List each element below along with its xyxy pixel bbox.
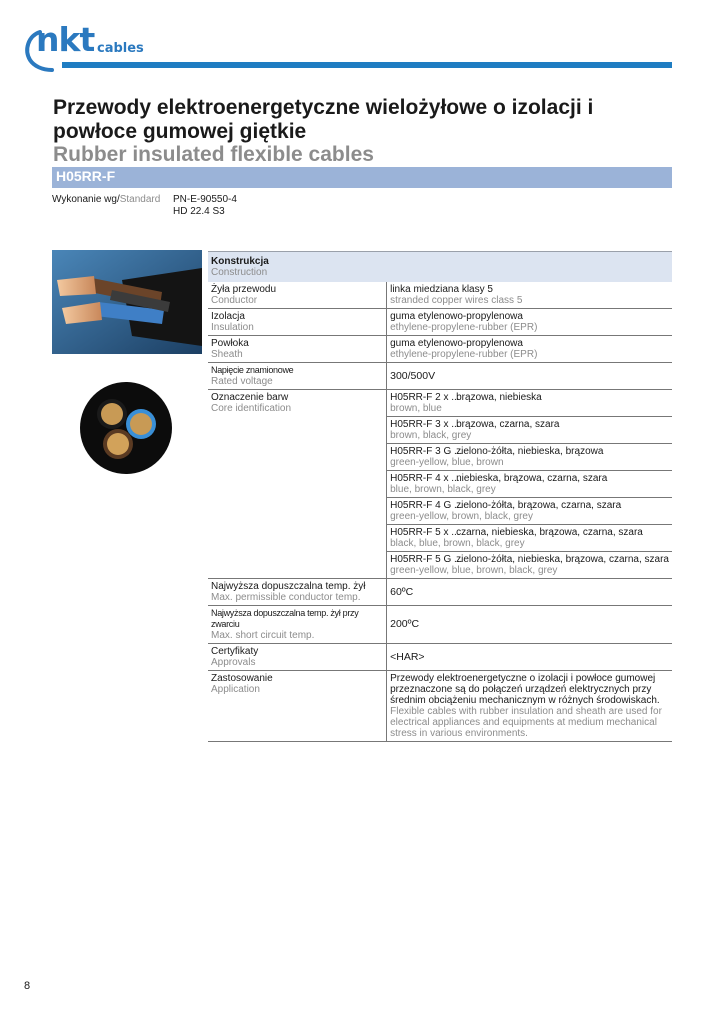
row-label: Zastosowanie <box>211 673 273 684</box>
product-code: H05RR-F <box>56 168 116 184</box>
row-label: Najwyższa dopuszczalna temp. żył <box>211 581 366 592</box>
core-colors: brązowa, niebieska <box>456 392 542 403</box>
core-colors: zielono-żółta, brązowa, czarna, szara <box>456 500 622 511</box>
core-label-en: Core identification <box>211 403 292 414</box>
cable-photo <box>52 250 202 354</box>
row-label-en: Insulation <box>211 322 254 333</box>
title-english: Rubber insulated flexible cables <box>53 143 374 166</box>
core-colors-en: green-yellow, brown, black, grey <box>390 511 533 522</box>
core-label: Oznaczenie barw <box>211 392 289 403</box>
row-label-en: Sheath <box>211 349 243 360</box>
core-colors-en: blue, brown, black, grey <box>390 484 496 495</box>
core-code: H05RR-F 2 x ... <box>390 392 460 403</box>
row-value: <HAR> <box>390 650 425 663</box>
row-label: Najwyższa dopuszczalna temp. żył przy zwarciu <box>211 608 359 629</box>
core-code: H05RR-F 4 G ... <box>390 500 463 511</box>
logo-brand: nkt <box>36 20 95 59</box>
row-label-en: Max. short circuit temp. <box>211 630 315 641</box>
row-label-en: Application <box>211 684 260 695</box>
table-header-row <box>208 252 672 283</box>
construction-heading: Konstrukcja <box>211 256 269 267</box>
core-colors-en: brown, black, grey <box>390 430 472 441</box>
row-label-en: Rated voltage <box>211 376 273 387</box>
row-value-en: ethylene-propylene-rubber (EPR) <box>390 322 538 333</box>
standard-value-2: HD 22.4 S3 <box>173 206 225 217</box>
row-value: 200ºC <box>390 618 420 630</box>
row-label-en: Conductor <box>211 295 258 306</box>
standard-label-en: Standard <box>119 194 161 205</box>
core-code: H05RR-F 4 x ... <box>390 473 460 484</box>
row-value-en: ethylene-propylene-rubber (EPR) <box>390 349 538 360</box>
core-colors-en: green-yellow, blue, brown, black, grey <box>390 565 558 576</box>
core-code: H05RR-F 5 x ... <box>390 527 460 538</box>
table-row <box>208 606 672 644</box>
core-code: H05RR-F 3 x ... <box>390 419 460 430</box>
construction-table <box>208 251 672 742</box>
product-code-bar <box>52 167 672 188</box>
standard-block <box>52 194 237 217</box>
row-value: linka miedziana klasy 5 <box>390 284 493 295</box>
row-label: Napięcie znamionowe <box>211 365 294 375</box>
row-label: Powłoka <box>211 338 249 349</box>
page-number: 8 <box>24 980 31 992</box>
core-colors-en: black, blue, brown, black, grey <box>390 538 525 549</box>
header-rule <box>62 62 672 68</box>
core-colors-en: green-yellow, blue, brown <box>390 457 504 468</box>
core-row <box>208 390 672 417</box>
row-label: Izolacja <box>211 311 245 322</box>
cross-section-icon <box>78 380 174 476</box>
table-row <box>208 579 672 606</box>
row-value: Przewody elektroenergetyczne o izolacji i powłoce gumowej przeznaczone są do połączeń urządzeń elektrycznych przy średnim obciążeniu mechanicznym w różnych środowiskach. <box>390 673 660 706</box>
core-colors: brązowa, czarna, szara <box>456 419 560 430</box>
cable-cross-section <box>78 380 174 476</box>
core-code: H05RR-F 3 G ... <box>390 446 463 457</box>
table-row <box>208 363 672 390</box>
row-value-en: Flexible cables with rubber insulation and sheath are used for electrical appliances and equipments at medium mechanical stress in various environments. <box>390 706 662 739</box>
table-row <box>208 309 672 336</box>
core-colors-en: brown, blue <box>390 403 442 414</box>
core-colors: zielono-żółta, niebieska, brązowa, czarna, szara <box>456 554 669 565</box>
table-row <box>208 282 672 309</box>
title-polish: Przewody elektroenergetyczne wielożyłowe o izolacji i powłoce gumowej giętkie <box>53 96 594 143</box>
row-label-en: Max. permissible conductor temp. <box>211 592 361 603</box>
core-colors: zielono-żółta, niebieska, brązowa <box>456 446 604 457</box>
row-value: 60ºC <box>390 585 414 598</box>
row-value: guma etylenowo-propylenowa <box>390 338 523 349</box>
row-value: guma etylenowo-propylenowa <box>390 311 523 322</box>
table-row <box>208 671 672 742</box>
row-value-en: stranded copper wires class 5 <box>390 295 523 306</box>
core-colors: czarna, niebieska, brązowa, czarna, szara <box>456 527 643 538</box>
standard-label-pl: Wykonanie wg/ <box>52 194 120 205</box>
construction-heading-en: Construction <box>211 267 268 278</box>
table-row <box>208 336 672 363</box>
row-value: 300/500V <box>390 369 436 382</box>
table-row <box>208 644 672 671</box>
logo-tagline: cables <box>97 41 144 56</box>
cable-photo-image <box>52 250 202 354</box>
row-label: Certyfikaty <box>211 646 259 657</box>
core-colors: niebieska, brązowa, czarna, szara <box>456 473 608 484</box>
core-code: H05RR-F 5 G ... <box>390 554 463 565</box>
row-label: Żyła przewodu <box>211 284 277 295</box>
row-label-en: Approvals <box>211 657 256 668</box>
standard-value-1: PN-E-90550-4 <box>173 194 237 205</box>
